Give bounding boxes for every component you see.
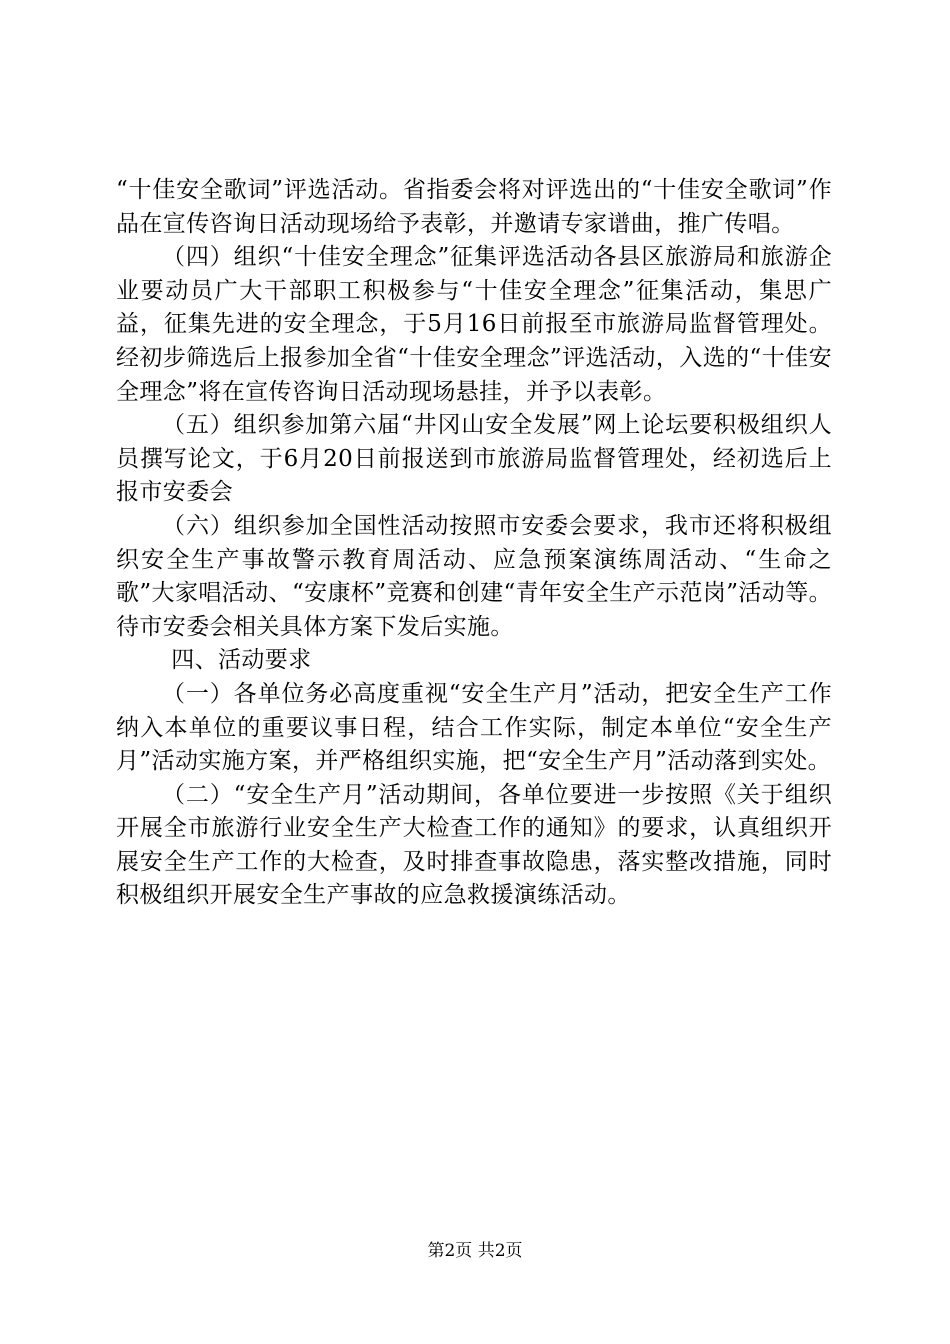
paragraph-continuation: “十佳安全歌词”评选活动。省指委会将对评选出的“十佳安全歌词”作品在宣传咨询日活动现场给予表彰，并邀请专家谱曲，推广传唱。 <box>116 177 832 237</box>
paragraph-requirement-2: （二）“安全生产月”活动期间，各单位要进一步按照《关于组织开展全市旅游行业安全生产大检查工作的通知》的要求，认真组织开展安全生产工作的大检查，及时排查事故隐患，落实整改措施，同时积极组织开展安全生产事故的应急救援演练活动。 <box>116 781 832 909</box>
page-footer: 第2页 共2页 <box>427 1241 523 1261</box>
paragraph-item-6: （六）组织参加全国性活动按照市安委会要求，我市还将积极组织安全生产事故警示教育周活动、应急预案演练周活动、“生命之歌”大家唱活动、“安康杯”竞赛和创建“青年安全生产示范岗”活动等。待市安委会相关具体方案下发后实施。 <box>116 512 832 640</box>
paragraph-item-5: （五）组织参加第六届“井冈山安全发展”网上论坛要积极组织人员撰写论文，于6月20日前报送到市旅游局监督管理处，经初选后上报市安委会 <box>116 412 832 506</box>
paragraph-item-4: （四）组织“十佳安全理念”征集评选活动各县区旅游局和旅游企业要动员广大干部职工积极参与“十佳安全理念”征集活动，集思广益，征集先进的安全理念，于5月16日前报至市旅游局监督管理处。经初步筛选后上报参加全省“十佳安全理念”评选活动，入选的“十佳安全理念”将在宣传咨询日活动现场悬挂，并予以表彰。 <box>116 244 832 405</box>
section-heading: 四、活动要求 <box>171 647 312 674</box>
document-body <box>116 174 832 913</box>
paragraph-requirement-1: （一）各单位务必高度重视“安全生产月”活动，把安全生产工作纳入本单位的重要议事日程，结合工作实际，制定本单位“安全生产月”活动实施方案，并严格组织实施，把“安全生产月”活动落到实处。 <box>116 680 832 775</box>
